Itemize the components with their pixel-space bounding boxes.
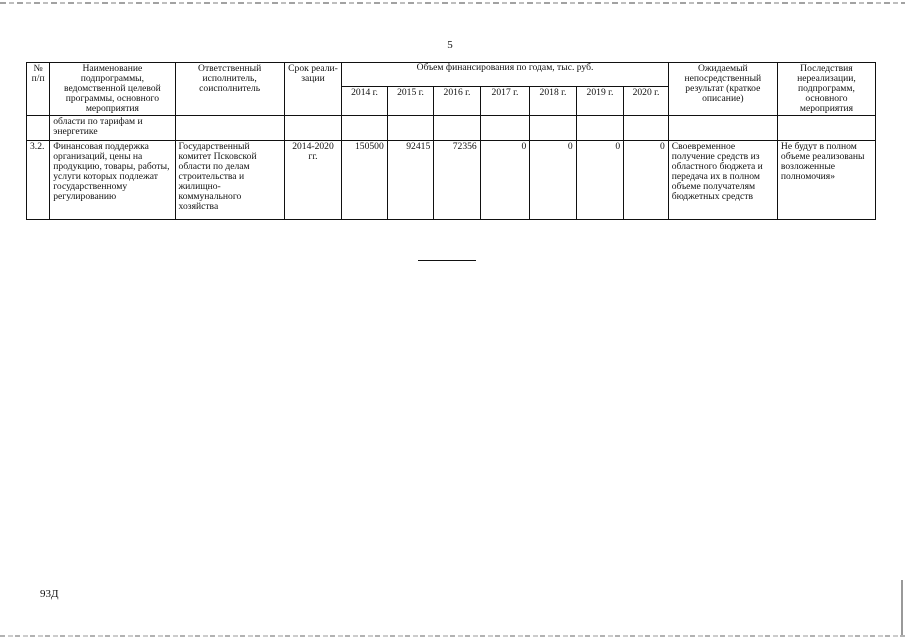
table-row-continuation — [27, 116, 876, 141]
row-value-2017: 0 — [480, 141, 530, 220]
row-responsible: Государственный комитет Псковской области по делам строительства и жилищно-коммунального хозяйства — [175, 141, 284, 220]
scan-edge-bottom — [0, 635, 905, 637]
row-name: Финансовая поддержка организаций, цены на продукцию, товары, работы, услуги которых подлежат государственному регулированию — [50, 141, 175, 220]
header-row — [27, 63, 876, 87]
row-value-2015: 92415 — [387, 141, 433, 220]
row-num: 3.2. — [27, 141, 50, 220]
header-responsible: Ответственный исполнитель, соисполнитель — [175, 63, 284, 116]
header-year: 2017 г. — [480, 87, 530, 116]
row-term: 2014-2020 гг. — [284, 141, 342, 220]
row-consequences: Не будут в полном объеме реализованы возложенные полномочия» — [777, 141, 875, 220]
section-end-line — [418, 260, 476, 261]
scan-edge-right — [901, 580, 903, 635]
row-value-2020: 0 — [624, 141, 669, 220]
header-year: 2020 г. — [624, 87, 669, 116]
header-name: Наименование подпрограммы, ведомственной целевой программы, основного мероприятия — [50, 63, 175, 116]
header-consequences: Последствия нереализации, подпрограмм, основного мероприятия — [777, 63, 875, 116]
header-year: 2019 г. — [576, 87, 624, 116]
continuation-name: области по тарифам и энергетике — [50, 116, 175, 141]
program-table — [26, 62, 876, 220]
table-row — [27, 141, 876, 220]
header-year: 2014 г. — [342, 87, 387, 116]
row-value-2014: 150500 — [342, 141, 387, 220]
footer-code: 93Д — [40, 588, 59, 600]
header-year: 2018 г. — [530, 87, 576, 116]
header-year: 2015 г. — [387, 87, 433, 116]
header-year: 2016 г. — [434, 87, 480, 116]
header-num: № п/п — [27, 63, 50, 116]
row-value-2018: 0 — [530, 141, 576, 220]
header-result: Ожидаемый непосредственный результат (краткое описание) — [668, 63, 777, 116]
row-value-2016: 72356 — [434, 141, 480, 220]
page-number: 5 — [447, 39, 453, 51]
row-value-2019: 0 — [576, 141, 624, 220]
row-result: Своевременное получение средств из областного бюджета и передача их в полном объеме получателям бюджетных средств — [668, 141, 777, 220]
scan-edge-top — [0, 2, 905, 4]
header-funding: Объем финансирования по годам, тыс. руб. — [342, 63, 668, 87]
header-term: Срок реали-зации — [284, 63, 342, 116]
